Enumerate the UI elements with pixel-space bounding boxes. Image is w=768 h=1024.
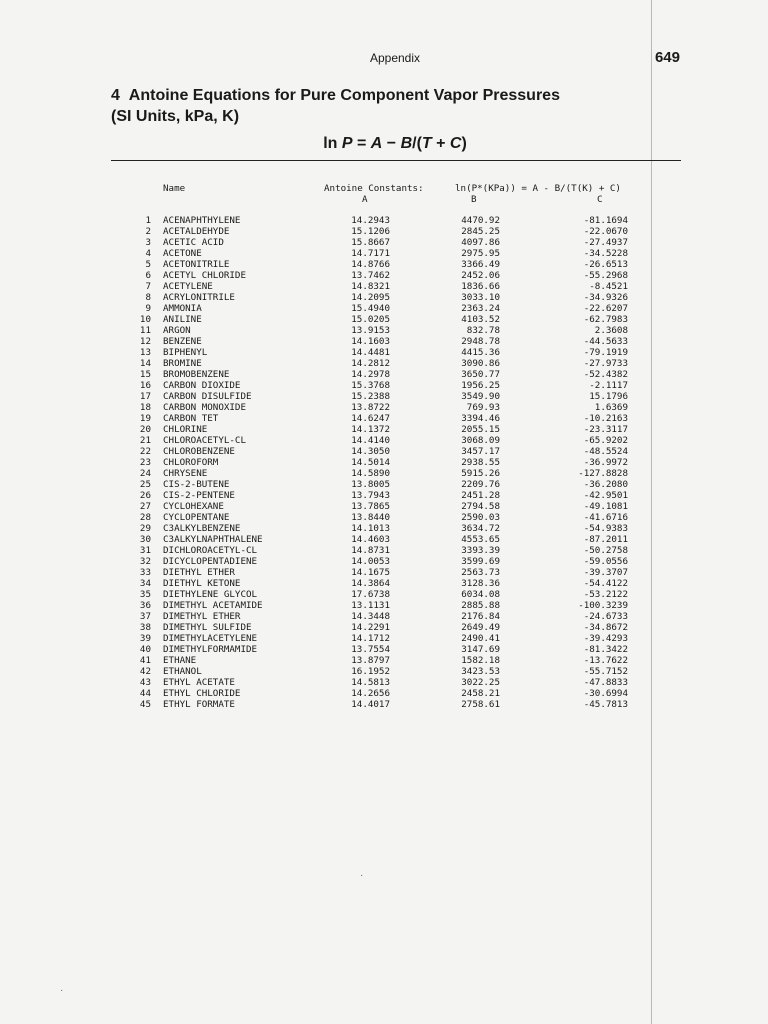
table-row	[0, 512, 768, 523]
compound-name: CIS-2-PENTENE	[163, 490, 235, 501]
constant-c: -127.8828	[578, 468, 628, 479]
constant-c: -36.9972	[583, 457, 628, 468]
constant-b: 2490.41	[461, 633, 500, 644]
constant-c: -34.8672	[583, 622, 628, 633]
constant-b: 2975.95	[461, 248, 500, 259]
table-row	[0, 413, 768, 424]
table-row	[0, 490, 768, 501]
constant-b: 3033.10	[461, 292, 500, 303]
constant-c: -45.7813	[583, 699, 628, 710]
row-number: 22	[139, 446, 151, 457]
constant-a: 13.1131	[351, 600, 390, 611]
row-number: 36	[139, 600, 151, 611]
constant-a: 15.8667	[351, 237, 390, 248]
row-number: 32	[139, 556, 151, 567]
constant-b: 4103.52	[461, 314, 500, 325]
table-row	[0, 545, 768, 556]
compound-name: CARBON DIOXIDE	[163, 380, 241, 391]
table-row	[0, 281, 768, 292]
row-number: 44	[139, 688, 151, 699]
constant-a: 15.2388	[351, 391, 390, 402]
eq-b: B	[400, 135, 413, 152]
table-row	[0, 215, 768, 226]
compound-name: ACETYL CHLORIDE	[163, 270, 246, 281]
row-number: 25	[139, 479, 151, 490]
row-number: 14	[139, 358, 151, 369]
table-row	[0, 358, 768, 369]
table-row	[0, 611, 768, 622]
constant-c: -34.5228	[583, 248, 628, 259]
row-number: 4	[145, 248, 151, 259]
constant-c: -79.1919	[583, 347, 628, 358]
table-row	[0, 303, 768, 314]
constant-a: 13.7943	[351, 490, 390, 501]
table-row	[0, 402, 768, 413]
row-number: 28	[139, 512, 151, 523]
running-head: Appendix	[369, 51, 421, 65]
constant-b: 3393.39	[461, 545, 500, 556]
table-row	[0, 578, 768, 589]
section-title-text: Antoine Equations for Pure Component Vapor Pressures	[128, 87, 560, 104]
constant-b: 3366.49	[461, 259, 500, 270]
compound-name: ACETONITRILE	[163, 259, 230, 270]
row-number: 5	[145, 259, 151, 270]
constant-a: 14.7171	[351, 248, 390, 259]
row-number: 42	[139, 666, 151, 677]
constant-c: -22.0670	[583, 226, 628, 237]
row-number: 16	[139, 380, 151, 391]
table-row	[0, 479, 768, 490]
row-number: 2	[145, 226, 151, 237]
row-number: 15	[139, 369, 151, 380]
compound-name: CHLOROBENZENE	[163, 446, 235, 457]
table-row	[0, 666, 768, 677]
table-row	[0, 237, 768, 248]
constant-a: 15.0205	[351, 314, 390, 325]
constant-b: 3090.86	[461, 358, 500, 369]
compound-name: ARGON	[163, 325, 191, 336]
compound-name: ACETYLENE	[163, 281, 213, 292]
constant-c: -27.4937	[583, 237, 628, 248]
constant-b: 2451.28	[461, 490, 500, 501]
row-number: 12	[139, 336, 151, 347]
table-row	[0, 622, 768, 633]
constant-b: 2590.03	[461, 512, 500, 523]
row-number: 7	[145, 281, 151, 292]
constant-a: 17.6738	[351, 589, 390, 600]
compound-name: ACRYLONITRILE	[163, 292, 235, 303]
constant-b: 2209.76	[461, 479, 500, 490]
constant-c: -24.6733	[583, 611, 628, 622]
compound-name: ACETONE	[163, 248, 202, 259]
section-number: 4	[111, 87, 120, 104]
row-number: 24	[139, 468, 151, 479]
constant-c: -27.9733	[583, 358, 628, 369]
table-row	[0, 226, 768, 237]
constant-c: -48.5524	[583, 446, 628, 457]
compound-name: CHLORINE	[163, 424, 208, 435]
constant-b: 3599.69	[461, 556, 500, 567]
compound-name: BENZENE	[163, 336, 202, 347]
constant-c: 15.1796	[589, 391, 628, 402]
row-number: 10	[139, 314, 151, 325]
constant-c: -8.4521	[589, 281, 628, 292]
eq-open: /(	[412, 135, 422, 152]
constant-a: 14.5813	[351, 677, 390, 688]
constant-b: 2458.21	[461, 688, 500, 699]
eq-plus: +	[431, 135, 450, 152]
table-row	[0, 380, 768, 391]
constant-c: -50.2758	[583, 545, 628, 556]
constant-c: -26.6513	[583, 259, 628, 270]
constant-c: -65.9202	[583, 435, 628, 446]
eq-minus: −	[382, 135, 401, 152]
constant-a: 13.7865	[351, 501, 390, 512]
compound-name: CHRYSENE	[163, 468, 208, 479]
constant-b: 1836.66	[461, 281, 500, 292]
table-row	[0, 567, 768, 578]
constant-a: 13.7462	[351, 270, 390, 281]
constant-c: -10.2163	[583, 413, 628, 424]
row-number: 18	[139, 402, 151, 413]
section-title-line1	[111, 85, 611, 106]
table-row	[0, 589, 768, 600]
row-number: 9	[145, 303, 151, 314]
table-row	[0, 633, 768, 644]
scan-speck: ·	[60, 985, 64, 996]
compound-name: DICHLOROACETYL-CL	[163, 545, 258, 556]
constant-b: 832.78	[466, 325, 500, 336]
constant-a: 14.2812	[351, 358, 390, 369]
constant-c: -53.2122	[583, 589, 628, 600]
eq-p: P	[341, 135, 353, 152]
compound-name: C3ALKYLNAPHTHALENE	[163, 534, 263, 545]
table-row	[0, 457, 768, 468]
constant-c: -30.6994	[583, 688, 628, 699]
constant-a: 14.2291	[351, 622, 390, 633]
constant-c: -39.4293	[583, 633, 628, 644]
constant-b: 3650.77	[461, 369, 500, 380]
row-number: 40	[139, 644, 151, 655]
col-header-constants: Antoine Constants:	[324, 183, 424, 194]
table-row	[0, 556, 768, 567]
constant-c: -54.4122	[583, 578, 628, 589]
constant-c: -39.3707	[583, 567, 628, 578]
constant-a: 14.8766	[351, 259, 390, 270]
antoine-table	[0, 215, 768, 710]
constant-a: 14.4603	[351, 534, 390, 545]
constant-b: 2885.88	[461, 600, 500, 611]
compound-name: BROMINE	[163, 358, 202, 369]
constant-b: 769.93	[466, 402, 500, 413]
eq-equals: =	[352, 135, 371, 152]
eq-c: C	[449, 135, 462, 152]
constant-a: 15.1206	[351, 226, 390, 237]
constant-c: 2.3608	[594, 325, 628, 336]
constant-b: 2794.58	[461, 501, 500, 512]
compound-name: C3ALKYLBENZENE	[163, 523, 241, 534]
compound-name: CYCLOHEXANE	[163, 501, 224, 512]
row-number: 35	[139, 589, 151, 600]
row-number: 13	[139, 347, 151, 358]
col-header-equation: ln(P*(KPa)) = A - B/(T(K) + C)	[455, 183, 621, 194]
constant-c: -87.2011	[583, 534, 628, 545]
compound-name: ETHYL CHLORIDE	[163, 688, 241, 699]
row-number: 41	[139, 655, 151, 666]
constant-a: 16.1952	[351, 666, 390, 677]
row-number: 38	[139, 622, 151, 633]
eq-close: )	[461, 135, 467, 152]
constant-b: 3022.25	[461, 677, 500, 688]
compound-name: CARBON MONOXIDE	[163, 402, 246, 413]
constant-a: 13.7554	[351, 644, 390, 655]
constant-b: 3128.36	[461, 578, 500, 589]
constant-b: 4553.65	[461, 534, 500, 545]
compound-name: CIS-2-BUTENE	[163, 479, 230, 490]
table-row	[0, 314, 768, 325]
constant-b: 2563.73	[461, 567, 500, 578]
compound-name: DIMETHYL ETHER	[163, 611, 241, 622]
constant-a: 14.2095	[351, 292, 390, 303]
constant-c: -22.6207	[583, 303, 628, 314]
constant-a: 14.4481	[351, 347, 390, 358]
constant-b: 2758.61	[461, 699, 500, 710]
header-rule	[111, 160, 681, 161]
constant-a: 13.8797	[351, 655, 390, 666]
row-number: 27	[139, 501, 151, 512]
row-number: 39	[139, 633, 151, 644]
table-row	[0, 600, 768, 611]
constant-b: 3147.69	[461, 644, 500, 655]
constant-c: -81.3422	[583, 644, 628, 655]
row-number: 26	[139, 490, 151, 501]
row-number: 30	[139, 534, 151, 545]
compound-name: DIMETHYL ACETAMIDE	[163, 600, 263, 611]
compound-name: ACETIC ACID	[163, 237, 224, 248]
row-number: 37	[139, 611, 151, 622]
compound-name: DICYCLOPENTADIENE	[163, 556, 258, 567]
constant-a: 13.9153	[351, 325, 390, 336]
constant-a: 14.3050	[351, 446, 390, 457]
constant-b: 2845.25	[461, 226, 500, 237]
constant-a: 14.5890	[351, 468, 390, 479]
constant-c: -41.6716	[583, 512, 628, 523]
constant-a: 14.2943	[351, 215, 390, 226]
row-number: 17	[139, 391, 151, 402]
constant-c: -62.7983	[583, 314, 628, 325]
compound-name: ETHANOL	[163, 666, 202, 677]
table-row	[0, 325, 768, 336]
constant-a: 14.4017	[351, 699, 390, 710]
constant-a: 13.8722	[351, 402, 390, 413]
constant-b: 3549.90	[461, 391, 500, 402]
constant-a: 14.2978	[351, 369, 390, 380]
constant-b: 3634.72	[461, 523, 500, 534]
constant-a: 15.4940	[351, 303, 390, 314]
compound-name: ACENAPHTHYLENE	[163, 215, 241, 226]
constant-b: 2649.49	[461, 622, 500, 633]
col-header-b: B	[471, 194, 477, 205]
compound-name: DIMETHYLFORMAMIDE	[163, 644, 258, 655]
constant-c: -2.1117	[589, 380, 628, 391]
row-number: 6	[145, 270, 151, 281]
row-number: 1	[145, 215, 151, 226]
compound-name: DIMETHYLACETYLENE	[163, 633, 258, 644]
constant-b: 4415.36	[461, 347, 500, 358]
constant-a: 14.1712	[351, 633, 390, 644]
constant-b: 2948.78	[461, 336, 500, 347]
constant-a: 14.3864	[351, 578, 390, 589]
table-row	[0, 688, 768, 699]
constant-c: -81.1694	[583, 215, 628, 226]
table-row	[0, 677, 768, 688]
constant-a: 14.1603	[351, 336, 390, 347]
row-number: 21	[139, 435, 151, 446]
constant-c: -34.9326	[583, 292, 628, 303]
constant-a: 14.6247	[351, 413, 390, 424]
compound-name: BIPHENYL	[163, 347, 208, 358]
constant-c: -54.9383	[583, 523, 628, 534]
constant-a: 14.0053	[351, 556, 390, 567]
table-row	[0, 534, 768, 545]
section-title-line2: (SI Units, kPa, K)	[111, 108, 240, 125]
table-row	[0, 424, 768, 435]
constant-b: 6034.08	[461, 589, 500, 600]
compound-name: ETHYL ACETATE	[163, 677, 235, 688]
constant-c: -49.1081	[583, 501, 628, 512]
scan-speck: ·	[360, 870, 364, 881]
constant-a: 14.4140	[351, 435, 390, 446]
constant-b: 1582.18	[461, 655, 500, 666]
constant-a: 14.8731	[351, 545, 390, 556]
col-header-name: Name	[163, 183, 186, 194]
compound-name: ETHANE	[163, 655, 197, 666]
compound-name: ACETALDEHYDE	[163, 226, 230, 237]
table-row	[0, 347, 768, 358]
eq-ln: ln	[323, 135, 338, 152]
row-number: 29	[139, 523, 151, 534]
constant-c: -36.2080	[583, 479, 628, 490]
constant-b: 4097.86	[461, 237, 500, 248]
page-number: 649	[654, 49, 680, 66]
constant-b: 2176.84	[461, 611, 500, 622]
constant-a: 14.3448	[351, 611, 390, 622]
row-number: 11	[139, 325, 151, 336]
col-header-a: A	[362, 194, 368, 205]
table-row	[0, 292, 768, 303]
constant-b: 2055.15	[461, 424, 500, 435]
constant-b: 3394.46	[461, 413, 500, 424]
constant-c: -47.8833	[583, 677, 628, 688]
row-number: 43	[139, 677, 151, 688]
constant-c: -44.5633	[583, 336, 628, 347]
compound-name: CARBON TET	[163, 413, 219, 424]
compound-name: DIETHYL KETONE	[163, 578, 241, 589]
table-row	[0, 644, 768, 655]
compound-name: ANILINE	[163, 314, 202, 325]
constant-b: 3068.09	[461, 435, 500, 446]
compound-name: CARBON DISULFIDE	[163, 391, 252, 402]
table-row	[0, 336, 768, 347]
constant-b: 5915.26	[461, 468, 500, 479]
constant-c: -55.2968	[583, 270, 628, 281]
table-row	[0, 523, 768, 534]
constant-a: 14.8321	[351, 281, 390, 292]
row-number: 8	[145, 292, 151, 303]
compound-name: BROMOBENZENE	[163, 369, 230, 380]
row-number: 45	[139, 699, 151, 710]
compound-name: CHLOROFORM	[163, 457, 219, 468]
constant-c: 1.6369	[594, 402, 628, 413]
table-row	[0, 369, 768, 380]
row-number: 31	[139, 545, 151, 556]
constant-c: -59.0556	[583, 556, 628, 567]
constant-b: 1956.25	[461, 380, 500, 391]
table-row	[0, 248, 768, 259]
row-number: 20	[139, 424, 151, 435]
constant-a: 13.8005	[351, 479, 390, 490]
table-row	[0, 699, 768, 710]
constant-a: 14.1675	[351, 567, 390, 578]
table-row	[0, 391, 768, 402]
table-row	[0, 270, 768, 281]
section-title	[111, 85, 611, 127]
constant-c: -23.3117	[583, 424, 628, 435]
constant-a: 14.1372	[351, 424, 390, 435]
compound-name: DIETHYLENE GLYCOL	[163, 589, 258, 600]
compound-name: ETHYL FORMATE	[163, 699, 235, 710]
constant-c: -100.3239	[578, 600, 628, 611]
constant-a: 13.8440	[351, 512, 390, 523]
row-number: 3	[145, 237, 151, 248]
row-number: 19	[139, 413, 151, 424]
constant-b: 2452.06	[461, 270, 500, 281]
eq-t: T	[421, 135, 432, 152]
table-row	[0, 468, 768, 479]
antoine-equation	[290, 135, 500, 153]
constant-a: 14.1013	[351, 523, 390, 534]
table-row	[0, 501, 768, 512]
constant-b: 3457.17	[461, 446, 500, 457]
constant-c: -52.4382	[583, 369, 628, 380]
row-number: 34	[139, 578, 151, 589]
compound-name: AMMONIA	[163, 303, 202, 314]
constant-b: 3423.53	[461, 666, 500, 677]
constant-a: 14.2656	[351, 688, 390, 699]
constant-c: -42.9501	[583, 490, 628, 501]
compound-name: DIETHYL ETHER	[163, 567, 235, 578]
compound-name: DIMETHYL SULFIDE	[163, 622, 252, 633]
constant-b: 4470.92	[461, 215, 500, 226]
compound-name: CYCLOPENTANE	[163, 512, 230, 523]
table-row	[0, 259, 768, 270]
constant-b: 2363.24	[461, 303, 500, 314]
constant-c: -55.7152	[583, 666, 628, 677]
constant-a: 14.5014	[351, 457, 390, 468]
constant-b: 2938.55	[461, 457, 500, 468]
table-row	[0, 435, 768, 446]
constant-a: 15.3768	[351, 380, 390, 391]
table-row	[0, 655, 768, 666]
constant-c: -13.7622	[583, 655, 628, 666]
eq-a: A	[370, 135, 383, 152]
row-number: 23	[139, 457, 151, 468]
row-number: 33	[139, 567, 151, 578]
col-header-c: C	[597, 194, 603, 205]
compound-name: CHLOROACETYL-CL	[163, 435, 246, 446]
table-row	[0, 446, 768, 457]
